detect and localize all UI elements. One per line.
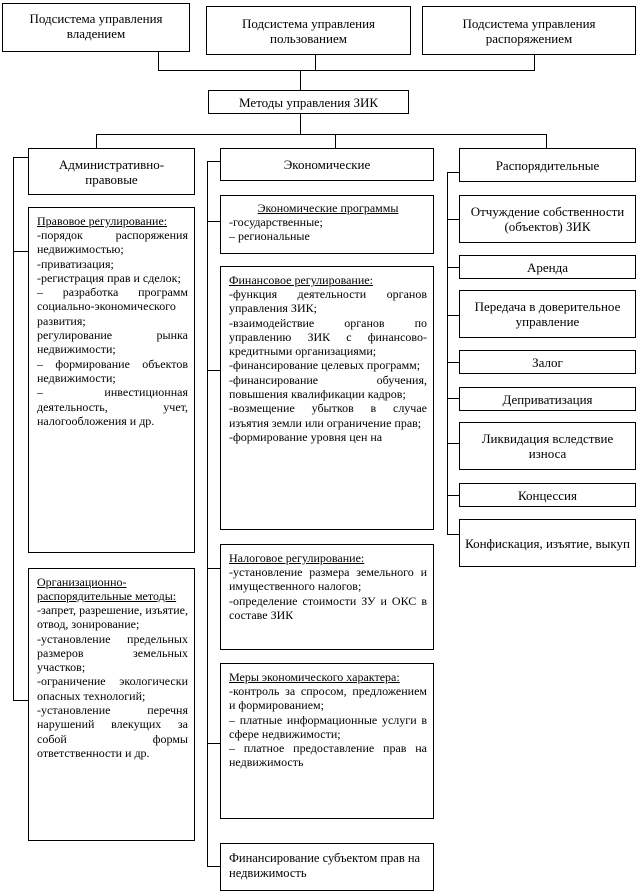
subsystem-ownership-box (2, 3, 190, 52)
column-economic (220, 148, 434, 181)
list-item: – платные информационные услуги в сфере недвижимости; (229, 712, 427, 741)
disp-lease-label: Аренда (527, 259, 568, 275)
list-item: -регистрация прав и сделок; (37, 270, 181, 285)
financial-regulation-box (220, 266, 434, 530)
subsystem-disposal-label: Подсистема управления распоряжением (462, 15, 596, 46)
financing-by-right-holder-box (220, 843, 434, 891)
org-admin-methods-title: Организационно-распорядительные методы: (37, 575, 177, 603)
list-item: -финансирование обучения, повышения квалификации кадров; (229, 372, 427, 402)
disp-alienation-label: Отчуждение собственности (объектов) ЗИК (470, 204, 625, 234)
disp-lease (459, 255, 636, 279)
list-item: -формирование уровня цен на (229, 429, 383, 444)
root-methods-box (208, 90, 409, 114)
list-item: -финансирование целевых программ; (229, 358, 421, 373)
list-item: – платное предоставление прав на недвижимость (229, 741, 427, 770)
economic-programs-box (220, 195, 434, 254)
financial-regulation-title: Финансовое регулирование: (229, 273, 373, 287)
disp-trust-management-label: Передача в доверительное управление (474, 299, 621, 329)
legal-regulation-box (28, 207, 195, 553)
disp-concession-label: Концессия (517, 487, 577, 503)
list-item: -возмещение убытков в случае изъятия земли или ограничение прав; (229, 401, 427, 430)
disp-pledge-label: Залог (532, 354, 563, 370)
list-item: -ограничение экологически опасных технологий; (37, 674, 188, 703)
subsystem-ownership-label: Подсистема управления владением (29, 11, 163, 41)
list-item: -приватизация; (37, 256, 114, 271)
list-item: регулирование рынка недвижимости; (37, 328, 188, 357)
subsystem-use-label: Подсистема управления пользованием (241, 15, 376, 46)
column-admin-legal (28, 148, 195, 195)
disp-deprivatization-label: Деприватизация (502, 391, 593, 407)
economic-measures-title: Меры экономического характера: (229, 670, 400, 684)
org-admin-methods-box (28, 568, 195, 841)
list-item: -порядок распоряжения недвижимостью; (37, 228, 188, 257)
disp-confiscation-label: Конфискация, изъятие, выкуп (465, 535, 630, 551)
list-item: – формирование объектов недвижимости; (37, 356, 188, 385)
economic-programs-title: Экономические программы (257, 201, 399, 215)
disp-deprivatization (459, 387, 636, 411)
legal-regulation-title: Правовое регулирование: (37, 214, 168, 228)
list-item: – инвестиционная деятельность, учет, налогообложения и др. (37, 385, 188, 428)
column-economic-label: Экономические (283, 157, 371, 172)
disp-pledge (459, 350, 636, 374)
list-item: – региональные (229, 229, 310, 244)
disp-alienation (459, 195, 636, 243)
list-item: -контроль за спросом, предложением и формированием; (229, 684, 427, 713)
subsystem-use-box (206, 6, 411, 55)
list-item: – разработка программ социально-экономического развития; (37, 285, 188, 328)
list-item: -определение стоимости ЗУ и ОКС в составе ЗИК (229, 593, 427, 622)
list-item: -государственные; (229, 215, 323, 229)
financing-by-right-holder-label: Финансирование субъектом прав на недвижимость (229, 851, 421, 880)
subsystem-disposal-box (422, 6, 636, 55)
disp-trust-management (459, 290, 636, 338)
list-item: -функция деятельности органов управления ЗИК; (229, 287, 427, 316)
column-dispositional-label: Распорядительные (495, 157, 600, 173)
list-item: -установление предельных размеров земельных участков; (37, 631, 188, 675)
disp-confiscation (459, 519, 636, 567)
list-item: -установление размера земельного и имущественного налогов; (229, 565, 427, 594)
tax-regulation-box (220, 544, 434, 650)
root-methods-label: Методы управления ЗИК (238, 94, 379, 110)
list-item: -запрет, разрешение, изъятие, отвод, зонирование; (37, 603, 188, 632)
economic-measures-box (220, 663, 434, 819)
list-item: -взаимодействие органов по управлению ЗИК с финансово-кредитными организациями; (229, 315, 427, 359)
column-admin-legal-label: Административно-правовые (58, 156, 165, 187)
column-dispositional (459, 148, 636, 182)
tax-regulation-title: Налоговое регулирование: (229, 551, 365, 565)
list-item: -установление перечня нарушений влекущих за собой формы ответственности и др. (37, 703, 188, 760)
disp-liquidation (459, 422, 636, 470)
disp-liquidation-label: Ликвидация вследствие износа (481, 431, 614, 461)
disp-concession (459, 483, 636, 507)
